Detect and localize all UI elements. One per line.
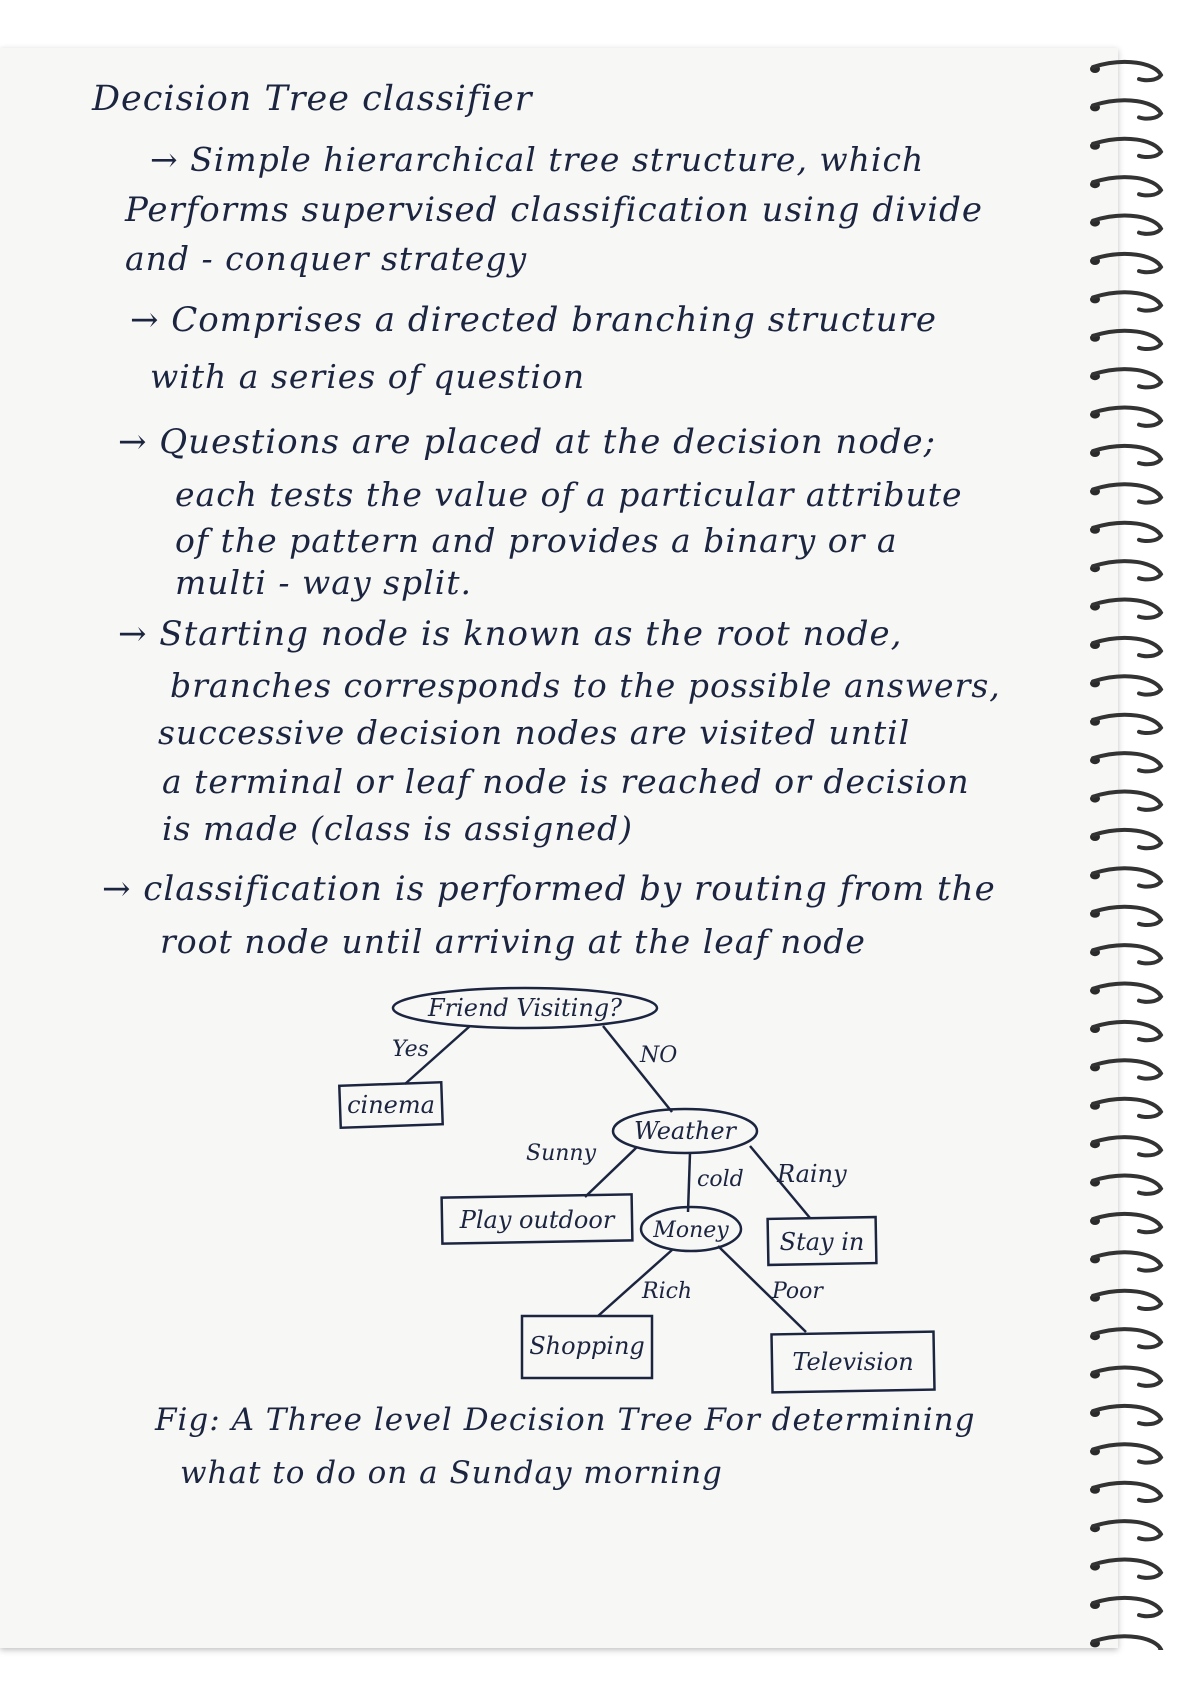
rainy-branch-label: Rainy: [777, 1160, 847, 1188]
cinema-node-label: cinema: [347, 1091, 435, 1119]
sunny-branch-label: Sunny: [526, 1141, 597, 1166]
play-outdoor-node-label: Play outdoor: [459, 1206, 615, 1234]
note-line-11: branches corresponds to the possible answers,: [170, 666, 1001, 705]
note-line-10: → Starting node is known as the root node,: [118, 614, 903, 654]
cold-branch-label: cold: [697, 1167, 744, 1192]
root-node-label: Friend Visiting?: [427, 994, 623, 1022]
yes-branch-label: Yes: [392, 1037, 429, 1062]
shopping-node-label: Shopping: [529, 1332, 645, 1360]
no-branch-label: NO: [640, 1043, 678, 1068]
note-line-1: → Simple hierarchical tree structure, which: [150, 140, 925, 179]
figure-caption-line-1: Fig: A Three level Decision Tree For determining: [155, 1402, 976, 1438]
note-line-15: → classification is performed by routing from the: [102, 869, 996, 909]
note-line-6: → Questions are placed at the decision node;: [118, 422, 937, 462]
note-line-14: is made (class is assigned): [162, 809, 634, 848]
figure-caption-line-2: what to do on a Sunday morning: [180, 1455, 723, 1491]
note-line-2: Performs supervised classification using divide: [125, 190, 983, 230]
note-line-3: and - conquer strategy: [125, 239, 528, 278]
television-node-label: Television: [792, 1348, 914, 1376]
note-line-12: successive decision nodes are visited until: [158, 713, 911, 752]
weather-node-label: Weather: [634, 1117, 736, 1145]
edge-root-no: [603, 1026, 672, 1112]
note-line-7: each tests the value of a particular attribute: [175, 475, 963, 514]
page-title: Decision Tree classifier: [92, 79, 533, 119]
edge-weather-cold: [688, 1153, 690, 1212]
note-line-4: → Comprises a directed branching structure: [130, 300, 937, 340]
poor-branch-label: Poor: [772, 1279, 823, 1304]
note-line-16: root node until arriving at the leaf node: [160, 922, 866, 961]
stay-in-node-label: Stay in: [779, 1228, 865, 1256]
note-line-13: a terminal or leaf node is reached or decision: [162, 762, 970, 801]
note-line-9: multi - way split.: [175, 563, 473, 602]
rich-branch-label: Rich: [642, 1279, 693, 1304]
note-line-8: of the pattern and provides a binary or a: [175, 521, 898, 560]
money-node-label: Money: [653, 1218, 729, 1243]
note-line-5: with a series of question: [150, 357, 586, 396]
